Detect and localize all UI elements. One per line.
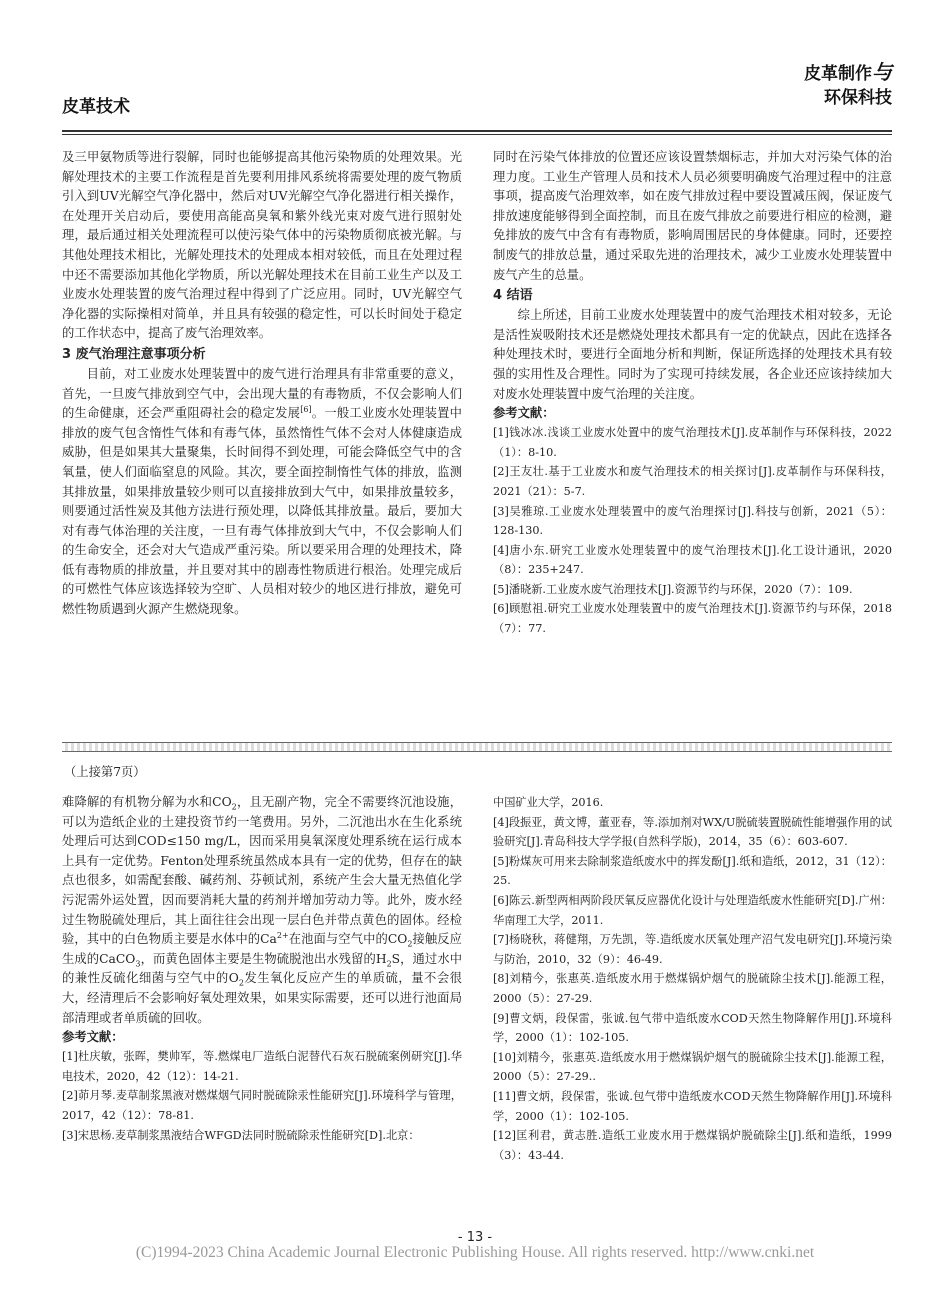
reference-item: 中国矿业大学，2016. xyxy=(493,796,604,809)
reference-item: [4]唐小东.研究工业废水处理装置中的废气治理技术[J].化工设计通讯，2020（8）：235+247. xyxy=(493,543,892,577)
paragraph-text: 难降解的有机物分解为水和CO xyxy=(62,795,232,809)
paragraph-text: ，且无副产物，完全不需要终沉池设施，可以为造纸企业的土建投资节约一笔费用。另外，二沉池出水在生化系统处理后可达到COD≤150 mg/L，因而采用臭氧深度处理系统在运行成本上具有一定优势。Fenton处理系统虽然成本具有一定的优势，但存在的缺点也很多，如需配套酸、碱药剂、芬顿试剂，系统产生会大量无热值化学污泥需外运处置，因而要消耗大量的药剂并增加劳动力等。此外，废水经过生物脱硫处理后，其上面往往会出现一层白色并带点黄色的固体。经检验，其中的白色物质主要是水体中的Ca xyxy=(62,795,462,947)
paragraph xyxy=(62,365,462,620)
paragraph-text: ，而黄色固体主要是生物硫脱池出水残留的H xyxy=(140,951,387,966)
header-rule xyxy=(62,130,892,132)
reference-item: [1]钱冰冰.浅谈工业废水处置中的废气治理技术[J].皮革制作与环保科技，2022（1）：8-10. xyxy=(493,426,892,459)
superscript: 2+ xyxy=(276,931,289,941)
subscript: 2 xyxy=(386,959,392,969)
reference-item: [12]匡利君，黄志胜.造纸工业废水用于燃煤锅炉脱硫除尘[J].纸和造纸，1999（3）：43-44. xyxy=(493,1129,892,1162)
top-left-column xyxy=(62,148,462,620)
references-label: 参考文献： xyxy=(493,406,555,421)
reference-item: [6]顾慰祖.研究工业废水处理装置中的废气治理技术[J].资源节约与环保，2018（7）：77. xyxy=(493,602,892,636)
paragraph-text: 接触反应生成的CaCO xyxy=(62,932,462,966)
paragraph-text: 。一般工业废水处理装置中排放的废气包含惰性气体和有毒气体，虽然惰性气体不会对人体健康造成威胁，但是如果其大量聚集，长时间得不到处理，可能会降低空气中的含氧量，使人们面临窒息的风险。其次，要全面控制惰性气体的排放，监测其排放量，如果排放量较少则可以直接排放到大气中，如果排放量较多，则要通过活性炭及其他方法进行预处理，以降低其排放量。最后，要加大对有毒气体治理的关注度，一旦有毒气体排放到大气中，不仅会影响人们的生命安全，还会对大气造成严重污染。所以要采用合理的处理技术，降低有毒物质的排放量，并且要对其中的剧毒性物质进行根治。处理完成后的可燃性气体应该选择较为空旷、人员相对较少的地区进行排放，避免可燃性物质遇到火源产生燃烧现象。 xyxy=(62,406,462,617)
top-right-column xyxy=(493,148,892,639)
brand-ampersand: 与 xyxy=(872,60,892,84)
brand-line-1: 皮革制作 xyxy=(804,64,872,84)
article-divider xyxy=(62,742,892,752)
copyright-watermark: (C)1994-2023 China Academic Journal Electronic Publishing House. All rights reserved. http://www.cnki.net xyxy=(135,1244,815,1261)
paragraph: 及三甲氨物质等进行裂解，同时也能够提高其他污染物质的处理效果。光解处理技术的主要工作流程是首先要利用排风系统将需要处理的废气物质引入到UV光解空气净化器中，然后对UV光解空气净化器进行相关操作，在处理开关启动后，要使用高能高臭氧和紫外线光束对废气进行照射处理，最后通过相关处理流程可以使污染气体中的污染物质彻底被光解。与其他处理技术相比，光解处理技术的处理成本相对较低，而且在处理过程中还不需要添加其他化学物质，所以光解处理技术在目前工业生产以及工业废水处理装置的废气治理过程中得到了广泛应用。同时，UV光解空气净化器的实际操相对简单，并且具有较强的稳定性，可以长时间处于稳定的工作状态中，提高了废气治理效率。 xyxy=(62,150,462,341)
references-label: 参考文献： xyxy=(62,1030,124,1045)
reference-item: [8]刘精今，张惠英.造纸废水用于燃煤锅炉烟气的脱硫除尘技术[J].能源工程，2000（5）：27-29. xyxy=(493,972,892,1005)
journal-brand xyxy=(804,60,892,110)
citation: [6] xyxy=(300,405,312,415)
reference-item: [1]杜庆敏，张晖，樊帅军，等.燃煤电厂造纸白泥替代石灰石脱硫案例研究[J].华电技术，2020，42（12）：14-21. xyxy=(62,1050,462,1083)
paragraph-text: 在池面与空气中的CO xyxy=(288,932,408,947)
section-heading-3: 3 废气治理注意事项分析 xyxy=(62,346,206,362)
paragraph-text: 目前，对工业废水处理装置中的废气进行治理具有非常重要的意义，首先，一旦废气排放到空气中，会出现大量的有毒物质，不仅会影响人们的生命健康，还会严重阻碍社会的稳定发展 xyxy=(62,366,462,421)
bottom-right-column xyxy=(493,793,892,1165)
subscript: 2 xyxy=(238,978,244,988)
header-rule-thin xyxy=(62,134,892,135)
subscript: 2 xyxy=(231,802,237,812)
reference-item: [2]王友壮.基于工业废水和废气治理技术的相关探讨[J].皮革制作与环保科技，2021（21）：5-7. xyxy=(493,465,892,498)
paragraph: 综上所述，目前工业废水处理装置中的废气治理技术相对较多，无论是活性炭吸附技术还是燃烧处理技术都具有一定的优缺点，因此在选择各种处理技术时，要进行全面地分析和判断，保证所选择的处理技术具有较强的实用性及合理性。同时为了实现可持续发展，各企业还应该持续加大对废水处理装置中废气治理的关注度。 xyxy=(493,308,892,401)
reference-item: [4]段振亚，黄文博，董亚春，等.添加剂对WX/U脱硫装置脱硫性能增强作用的试验研究[J].青岛科技大学学报(自然科学版)，2014，35（6）：603-607. xyxy=(493,815,892,849)
continued-from-label: （上接第7页） xyxy=(64,765,146,779)
reference-item: [9]曹文炳，段保雷，张诚.包气带中造纸废水COD天然生物降解作用[J].环境科学，2000（1）：102-105. xyxy=(493,1011,892,1045)
reference-item: [6]陈云.新型两相两阶段厌氧反应器优化设计与处理造纸废水性能研究[D].广州：华南理工大学，2011. xyxy=(493,893,892,927)
journal-title: 皮革技术 xyxy=(62,97,130,117)
subscript: 2 xyxy=(407,939,413,949)
brand-line-2: 环保科技 xyxy=(824,88,892,108)
reference-item: [3]宋思杨.麦草制浆黑液结合WFGD法同时脱硫除汞性能研究[D].北京： xyxy=(62,1128,420,1142)
reference-item: [10]刘精今，张惠英.造纸废水用于燃煤锅炉烟气的脱硫除尘技术[J].能源工程，2000（5）：27-29.. xyxy=(493,1050,892,1084)
paragraph: 同时在污染气体排放的位置还应该设置禁烟标志，并加大对污染气体的治理力度。工业生产管理人员和技术人员必须要明确废气治理过程中的注意事项，提高废气治理效率，如在废气排放过程中要设置减压阀，保证废气排放速度能够得到全面控制，而且在废气排放之前要进行相应的检测，避免排放的废气中含有有毒物质，影响周围居民的身体健康。同时，还要控制废气的排放总量，通过采取先进的治理技术，减少工业废水处理装置中废气产生的总量。 xyxy=(493,150,892,282)
reference-item: [5]粉煤灰可用来去除制浆造纸废水中的挥发酚[J].纸和造纸，2012，31（12）：25. xyxy=(493,854,892,888)
reference-item: [2]茆月琴.麦草制浆黑液对燃煤烟气同时脱硫除汞性能研究[J].环境科学与管理，2017，42（12）：78-81. xyxy=(62,1089,462,1122)
paragraph-text: S，通过水中的兼性反硫化细菌与空气中的O xyxy=(62,951,462,986)
paragraph-text: 发生氧化反应产生的单质硫，量不会很大，经清理后不会影响好氧处理效果，如果实际需要，还可以进行池面局部清理或者单质硫的回收。 xyxy=(62,971,462,1025)
reference-item: [7]杨晓秋，蒋健翔，万先凯，等.造纸废水厌氧处理产沼气发电研究[J].环境污染与防治，2010，32（9）：46-49. xyxy=(493,933,892,966)
reference-item: [5]潘晓新.工业废水废气治理技术[J].资源节约与环保，2020（7）：109. xyxy=(493,582,853,596)
reference-item: [11]曹文炳，段保雷，张诚.包气带中造纸废水COD天然生物降解作用[J].环境科学，2000（1）：102-105. xyxy=(493,1089,892,1123)
reference-item: [3]吴雅琼.工业废水处理装置中的废气治理探讨[J].科技与创新，2021（5）：128-130. xyxy=(493,504,892,538)
paragraph xyxy=(62,793,462,1028)
section-heading-4: 4 结语 xyxy=(493,288,533,304)
bottom-left-column xyxy=(62,793,462,1145)
subscript: 3 xyxy=(135,959,141,969)
page-number: - 13 - xyxy=(457,1230,493,1245)
